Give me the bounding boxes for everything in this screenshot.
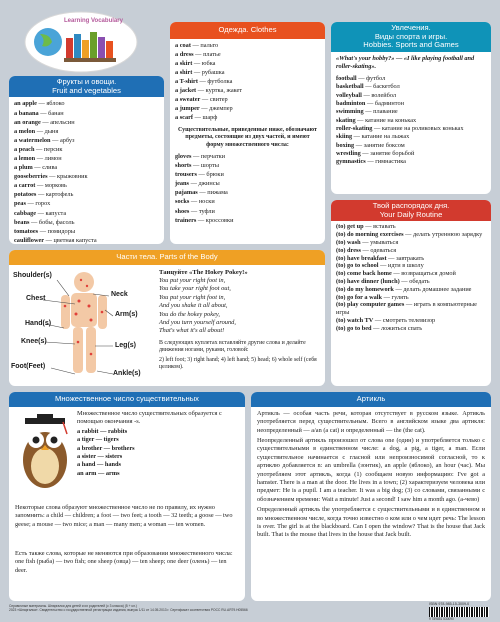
clothes-item: a shirt — рубашка: [175, 69, 225, 76]
body-header: [9, 250, 325, 265]
term-ru: футбол: [366, 75, 386, 83]
article-p2: Неопределенный артикль произошел от слова one (один) и употребляется только с существительными в единственном числе: a dog, a pig, a tiger, a man. Если существительное начинается с гласной или непроизносимой согласной, то к артиклю добавляется n: an umbrella (зонтик), an apple (яблоко), an hour (час). Мы употребляем этот артикль, когда (1) сообщаем новую информацию: I've got a hamster. There is a man at the door. He lives in a town; (2) характеризуем человека или предмет: He is a pupil. I am a teacher. It was a big dog; (3) со словами, связанными с обозначением времени: Wait a minute! Just a second! I saw him a month ago. (а-чево): [257, 436, 485, 503]
fruit-item: a melon — дыня: [14, 127, 59, 135]
owl-teacher-icon: [15, 412, 75, 494]
routine-item: (to) go to bed — ложиться спать: [336, 324, 423, 332]
clothes-item: a sweater — свитер: [175, 96, 228, 104]
term-ru: рубашка: [201, 69, 225, 76]
hobby-item: badminton — бадминтон: [336, 100, 404, 108]
singular-form: a hand: [77, 461, 96, 469]
term-ru: делать утреннюю зарядку: [413, 231, 483, 239]
term-ru: ложиться спать: [380, 324, 423, 332]
term-en: roller-skating: [336, 124, 373, 132]
clothes-plural-item: shorts — шорты: [175, 162, 219, 170]
term-ru: лимон: [44, 155, 62, 162]
song-lines: [159, 277, 321, 336]
term-ru: гулять: [391, 293, 409, 301]
fruit-item: a lemon — лимон: [14, 155, 62, 162]
term-en: trousers: [175, 171, 197, 179]
term-en: shorts: [175, 162, 192, 170]
term-en: a carrot: [14, 182, 36, 190]
hokey-pokey: [159, 268, 321, 372]
clothes-plural-item: jeans — джинсы: [175, 180, 220, 188]
term-ru: смотреть телевизор: [382, 317, 436, 324]
hobbies-title-3: Hobbies. Sports and Games: [363, 40, 459, 50]
clothes-panel: [170, 22, 325, 244]
term-en: football: [336, 75, 357, 83]
label-ankles: Ankle(s): [113, 370, 141, 377]
term-en: skiing: [336, 133, 353, 141]
term-en: a scarf: [175, 114, 194, 122]
term-en: pajamas: [175, 189, 198, 197]
plural-example: a tiger — tigers: [77, 436, 119, 444]
hobbies-title-1: Увлечения.: [391, 23, 431, 32]
article-p1: Артикль — особая часть речи, которая отсутствует в русском языке. Артикль употребляется перед существительным. Всего в английском языке два артикля: неопределенный — a/an (a cat) и определенный — the (the cat).: [257, 409, 485, 434]
plural-intro: Множественное число существительных образуется с помощью окончания -s.: [77, 410, 222, 426]
term-ru: катание на коньках: [365, 116, 417, 124]
label-neck: Neck: [111, 291, 128, 298]
plural-example: a rabbit — rabbits: [77, 427, 128, 435]
term-ru: дыня: [44, 127, 59, 135]
term-en: an apple: [14, 100, 37, 108]
term-ru: юбка: [201, 59, 216, 67]
hobby-item: swimming — плавание: [336, 108, 398, 116]
term-ru: картофель: [45, 191, 74, 199]
plural-form: rabbits: [107, 427, 128, 435]
routine-item: (to) have breakfast — завтракать: [336, 254, 425, 262]
term-en: volleyball: [336, 91, 362, 99]
term-ru: пальто: [200, 41, 219, 49]
fruit-item: an apple — яблоко: [14, 100, 65, 108]
term-ru: обедать: [409, 278, 430, 286]
clothes-header: [170, 22, 325, 39]
fruits-panel: [9, 76, 164, 244]
hobby-item: skating — катание на коньках: [336, 116, 417, 124]
routine-item: (to) wash — умываться: [336, 239, 399, 247]
footer-line-1: Справочные материалы. Шпаргалки для детей и их родителей (с 3 класса) (5 + кл.): [9, 604, 137, 608]
singular-form: a sister: [77, 453, 96, 461]
term-ru: бадминтон: [374, 100, 404, 108]
term-en: jeans: [175, 180, 189, 188]
term-en: a sweater: [175, 96, 201, 104]
plural-panel: [9, 392, 245, 601]
term-ru: идти в школу: [387, 262, 424, 270]
song-line: That's what it's all about!: [159, 327, 225, 335]
article-panel: [251, 392, 491, 601]
term-en: boxing: [336, 141, 355, 149]
term-ru: волейбол: [371, 91, 397, 99]
term-en: cauliflower: [14, 236, 45, 244]
body-title: Части тела. Parts of the Body: [116, 252, 218, 261]
term-ru: завтракать: [396, 254, 425, 262]
term-en: peas: [14, 200, 26, 208]
hobby-item: boxing — занятие боксом: [336, 141, 405, 149]
term-en: a melon: [14, 127, 36, 135]
song-line: You put your right foot in,: [159, 277, 226, 284]
term-en: (to) come back home: [336, 270, 392, 278]
hobby-item: wrestling — занятие борьбой: [336, 149, 415, 157]
term-ru: делать домашнее задание: [403, 285, 472, 293]
fruit-item: potatoes — картофель: [14, 191, 74, 199]
plural-p3: Есть также слова, которые не меняются при образовании множественного числа: one fish (рыба) — two fish; one sheep (овца) — ten sheep; one deer (олень) — ten deer.: [15, 550, 233, 574]
hobby-item: basketball — баскетбол: [336, 83, 400, 91]
clothes-plural-item: trainers — кроссовки: [175, 216, 234, 224]
song-line: And you shake it all about,: [159, 302, 228, 310]
term-ru: играть в компьютерные игры: [336, 301, 477, 317]
term-en: a plum: [14, 164, 33, 172]
term-ru: баскетбол: [373, 83, 400, 91]
clothes-plural-item: shoes — туфли: [175, 207, 215, 215]
barcode: [429, 607, 489, 617]
article-p3: Определенный артикль the употребляется с существительными и в единственном и во множественном числе, когда точно известно о ком или о чем идет речь: The lesson is over. The girl is at the blackboard. Can I open the window? That is the house that Jack built. That is the mouse that lives in the house that Jack built.: [257, 506, 485, 539]
clothes-note: Существительные, приведенные ниже, обозначают предметы, состоящие из двух частей, и имеют форму множественного числа:: [177, 126, 318, 149]
term-ru: плавание: [373, 108, 398, 116]
fruits-list: [9, 97, 164, 244]
term-en: a coat: [175, 41, 191, 49]
hobby-item: roller-skating — катание на роликовых коньках: [336, 124, 464, 132]
term-ru: джемпер: [209, 105, 233, 113]
clothes-title: Одежда. Clothes: [218, 25, 277, 34]
plural-form: tigers: [103, 436, 119, 444]
plural-form: brothers: [111, 444, 135, 452]
term-ru: платье: [203, 50, 221, 58]
singular-form: a rabbit: [77, 427, 99, 435]
term-ru: футболка: [207, 78, 233, 86]
term-en: a watermelon: [14, 136, 51, 144]
singular-form: an arm: [77, 469, 97, 477]
isbn: ISBN 978-985-15-3009-0: [429, 602, 470, 606]
fruit-item: gooseberries — крыжовник: [14, 173, 88, 181]
term-en: a shirt: [175, 69, 193, 76]
term-ru: гимнастика: [375, 158, 406, 166]
clothes-item: a dress — платье: [175, 50, 221, 58]
term-ru: занятие борьбой: [370, 149, 415, 157]
plural-intro-block: [77, 410, 241, 478]
term-ru: капуста: [45, 209, 67, 217]
term-en: an orange: [14, 118, 41, 126]
label-knees: Knee(s): [21, 338, 47, 345]
song-title: Танцуйте «The Hokey Pokey!»: [159, 269, 248, 276]
hobby-item: volleyball — волейбол: [336, 91, 397, 99]
clothes-item: a jumper — джемпер: [175, 105, 233, 113]
plural-example: a sister — sisters: [77, 453, 123, 461]
term-ru: кроссовки: [205, 216, 234, 224]
plural-example: an arm — arms: [77, 469, 120, 477]
term-ru: горох: [35, 200, 51, 208]
fruit-item: tomatoes — помидоры: [14, 227, 76, 235]
term-ru: возвращаться домой: [401, 270, 456, 278]
term-ru: арбуз: [60, 136, 75, 144]
hobbies-list: [331, 73, 491, 168]
term-en: a jacket: [175, 87, 197, 95]
routine-item: (to) dress — одеваться: [336, 246, 397, 254]
term-ru: персик: [43, 145, 63, 153]
term-ru: вставать: [373, 223, 396, 231]
term-en: a lemon: [14, 155, 36, 162]
term-ru: бобы, фасоль: [38, 218, 75, 226]
routine-title-2: Your Daily Routine: [379, 209, 443, 219]
clothes-item: a scarf — шарф: [175, 114, 218, 122]
routine-item: (to) play computer games — играть в компьютерные игры: [336, 301, 477, 317]
song-line: You do the hokey pokey,: [159, 310, 220, 318]
footer: [9, 604, 491, 620]
plural-example: a brother — brothers: [77, 444, 135, 452]
hobbies-panel: [331, 22, 491, 194]
learning-vocabulary-logo: [22, 10, 140, 74]
term-ru: морковь: [44, 182, 67, 190]
term-en: (to) go to bed: [336, 324, 372, 332]
barcode-number: 9 789851 530090: [429, 617, 454, 621]
plural-example: a hand — hands: [77, 461, 121, 469]
song-line: You put your right foot in,: [159, 293, 226, 301]
label-feet: Foot(Feet): [11, 363, 46, 370]
clothes-plural-item: socks — носки: [175, 198, 215, 206]
fruit-item: a watermelon — арбуз: [14, 136, 75, 144]
term-en: basketball: [336, 83, 364, 91]
term-en: (to) go for a walk: [336, 293, 383, 301]
term-en: (to) watch TV: [336, 317, 374, 324]
term-ru: цветная капуста: [53, 236, 97, 244]
term-ru: яблоко: [46, 100, 65, 108]
plural-header: [9, 392, 245, 407]
term-en: (to) go to school: [336, 262, 379, 270]
song-line: And you turn yourself around,: [159, 319, 236, 327]
term-ru: умываться: [370, 239, 399, 247]
term-en: potatoes: [14, 191, 37, 199]
clothes-item: a skirt — юбка: [175, 59, 216, 67]
footer-line-2: 2023 «Шпаргалка». Свидетельство о государственной регистрации издания, выпуск 1/11 от 14.05.2013 г. Сертификат соответствия РОСС RU.АЯ79.Н05566: [9, 608, 248, 613]
fruit-item: cauliflower — цветная капуста: [14, 236, 97, 244]
term-ru: апельсин: [50, 118, 75, 126]
term-en: gooseberries: [14, 173, 48, 181]
term-en: (to) do my homework: [336, 285, 394, 293]
article-header: [251, 392, 491, 407]
term-en: (to) do morning exercises: [336, 231, 404, 239]
term-en: trainers: [175, 216, 197, 224]
singular-form: a tiger: [77, 436, 95, 444]
term-ru: брюки: [206, 171, 224, 179]
hobby-item: skiing — катание на лыжах: [336, 133, 410, 141]
label-arms: Arm(s): [115, 311, 138, 318]
body-panel: [9, 250, 325, 386]
term-ru: слива: [42, 164, 58, 172]
term-en: (to) have dinner (lunch): [336, 278, 400, 286]
clothes-plural-item: trousers — брюки: [175, 171, 224, 179]
clothes-item: a coat — пальто: [175, 41, 219, 49]
fruit-item: peas — горох: [14, 200, 51, 208]
routine-item: (to) go for a walk — гулять: [336, 293, 409, 301]
term-en: skating: [336, 116, 356, 124]
term-en: gloves: [175, 152, 192, 160]
clothes-list: [170, 39, 325, 125]
term-en: a T-shirt: [175, 78, 198, 86]
term-ru: занятие боксом: [363, 141, 405, 149]
term-ru: пижама: [207, 189, 228, 197]
term-ru: куртка, жакет: [205, 87, 243, 95]
label-shoulders: Shoulder(s): [13, 272, 52, 279]
term-en: (to) play computer games: [336, 301, 405, 309]
singular-form: a brother: [77, 444, 103, 452]
clothes-item: a jacket — куртка, жакет: [175, 87, 243, 95]
term-ru: одеваться: [370, 246, 397, 254]
fruit-item: beans — бобы, фасоль: [14, 218, 75, 226]
fruits-title-en: Fruit and vegetables: [52, 85, 121, 95]
label-chest: Chest: [26, 295, 46, 302]
term-en: beans: [14, 218, 30, 226]
hobby-item: football — футбол: [336, 75, 386, 83]
hobbies-dialog: «What's your hobby?» — «I like playing football and roller-skating».: [336, 55, 475, 71]
fruit-item: an orange — апельсин: [14, 118, 75, 126]
plural-title: Множественное число существительных: [55, 394, 199, 403]
clothes-plural-item: pajamas — пижама: [175, 189, 228, 197]
plural-examples: [77, 428, 241, 478]
routine-panel: [331, 200, 491, 386]
term-en: a skirt: [175, 59, 193, 67]
term-en: swimming: [336, 108, 364, 116]
term-en: tomatoes: [14, 227, 39, 235]
term-ru: шорты: [200, 162, 219, 170]
routine-list: [331, 221, 491, 334]
plural-p2: Некоторые слова образуют множественное число не по правилу, их нужно запомнить: a child — children; a foot — two feet; a tooth — 32 teeth; a goose — two geese; a mouse — two mice; a man — many men; a woman — ten women.: [15, 504, 233, 528]
fruits-header: [9, 76, 164, 97]
plural-form: arms: [105, 469, 120, 477]
logo-brand: Learning Vocabulary: [64, 18, 123, 24]
clothes-plural-item: gloves — перчатки: [175, 152, 226, 160]
term-ru: туфли: [198, 207, 215, 215]
routine-header: [331, 200, 491, 221]
fruit-item: a banana — банан: [14, 109, 64, 117]
term-ru: катание на лыжах: [361, 133, 410, 141]
term-ru: шарф: [202, 114, 218, 122]
article-title: Артикль: [356, 394, 386, 403]
term-ru: джинсы: [198, 180, 220, 188]
song-instruction: В следующих куплетах вставляйте другие слова и делайте движения ногами, руками, головой:: [159, 339, 306, 354]
fruit-item: cabbage — капуста: [14, 209, 67, 217]
fruit-item: a plum — слива: [14, 164, 58, 172]
term-en: (to) get up: [336, 223, 364, 231]
label-legs: Leg(s): [115, 342, 136, 349]
plural-form: hands: [104, 461, 121, 469]
term-en: (to) have breakfast: [336, 254, 387, 262]
fruit-item: a carrot — морковь: [14, 182, 67, 190]
clothes-plural-list: [170, 152, 325, 227]
term-ru: носки: [198, 198, 215, 206]
routine-title-1: Твой распорядок дня.: [372, 201, 450, 210]
term-en: wrestling: [336, 149, 361, 157]
hobby-item: gymnastics — гимнастика: [336, 158, 406, 166]
term-en: gymnastics: [336, 158, 366, 166]
term-ru: помидоры: [47, 227, 76, 235]
term-en: badminton: [336, 100, 366, 108]
routine-item: (to) go to school — идти в школу: [336, 262, 424, 270]
term-en: shoes: [175, 207, 190, 215]
hobbies-title-2: Виды спорта и игры.: [374, 31, 448, 41]
routine-item: (to) come back home — возвращаться домой: [336, 270, 456, 278]
term-en: a peach: [14, 145, 35, 153]
term-en: (to) dress: [336, 246, 361, 254]
fruits-title-ru: Фрукты и овощи.: [56, 77, 117, 86]
term-ru: банан: [48, 109, 64, 117]
body-figure: [9, 266, 155, 386]
routine-item: (to) have dinner (lunch) — обедать: [336, 278, 430, 286]
term-ru: катание на роликовых коньках: [381, 124, 464, 132]
hobbies-header: [331, 22, 491, 52]
song-variants: 2) left foot; 3) right hand; 4) left hand; 5) head; 6) whole self (себя целиком).: [159, 357, 317, 371]
plural-form: sisters: [105, 453, 123, 461]
label-hands: Hand(s): [25, 320, 52, 327]
term-en: a jumper: [175, 105, 200, 113]
routine-item: (to) do my homework — делать домашнее задание: [336, 285, 472, 293]
routine-item: (to) get up — вставать: [336, 223, 396, 231]
term-ru: крыжовник: [57, 173, 88, 181]
song-line: You take your right foot out,: [159, 285, 231, 293]
routine-item: (to) do morning exercises — делать утреннюю зарядку: [336, 231, 483, 239]
routine-item: (to) watch TV — смотреть телевизор: [336, 317, 436, 324]
clothes-item: a T-shirt — футболка: [175, 78, 233, 86]
term-ru: перчатки: [200, 152, 226, 160]
term-en: cabbage: [14, 209, 37, 217]
fruit-item: a peach — персик: [14, 145, 63, 153]
term-en: a dress: [175, 50, 194, 58]
term-en: socks: [175, 198, 190, 206]
term-ru: свитер: [209, 96, 228, 104]
term-en: a banana: [14, 109, 39, 117]
term-en: (to) wash: [336, 239, 361, 247]
